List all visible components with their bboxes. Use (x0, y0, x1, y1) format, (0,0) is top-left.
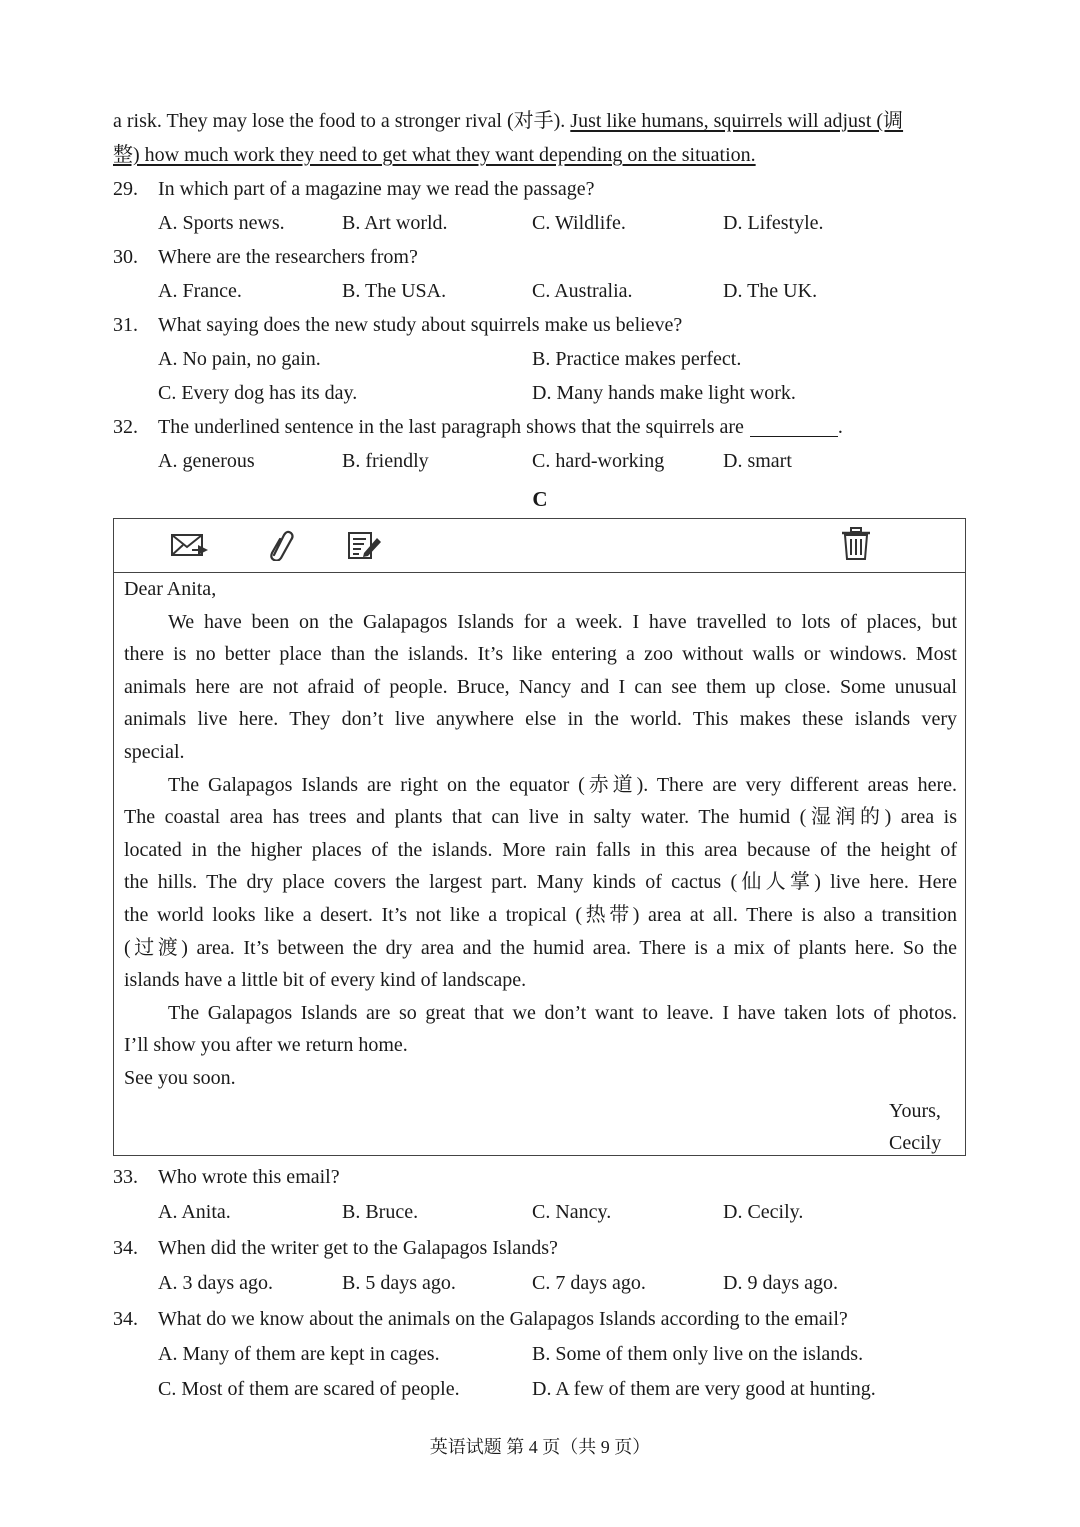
option-a: A. Anita. (158, 1201, 231, 1223)
email-line: The Galapagos Islands are so great that we don’t want to leave. I have taken lots of photos. (168, 1001, 957, 1024)
option-a: A. France. (158, 280, 242, 302)
question-text: What saying does the new study about squirrels make us believe? (158, 314, 683, 336)
option-b: B. Bruce. (342, 1201, 419, 1223)
trash-icon[interactable] (836, 527, 876, 559)
option-c: C. Every dog has its day. (158, 382, 358, 404)
option-c: C. Australia. (532, 280, 633, 302)
question-text: In which part of a magazine may we read the passage? (158, 178, 595, 200)
email-line: animals here are not afraid of people. Bruce, Nancy and I can see them up close. Some unusual (124, 675, 957, 698)
question-number: 34. (113, 1237, 138, 1259)
email-line: the world looks like a desert. It’s not like a tropical (热带) area at all. There is also a transition (124, 903, 957, 926)
email-line: islands have a little bit of every kind of landscape. (124, 969, 527, 992)
option-b: B. Art world. (342, 212, 448, 234)
option-a: A. 3 days ago. (158, 1272, 273, 1294)
question-number: 29. (113, 178, 138, 200)
email-line: See you soon. (124, 1066, 236, 1089)
option-d: D. smart (723, 450, 792, 472)
option-c: C. hard-working (532, 450, 665, 472)
envelope-send-icon[interactable] (170, 529, 210, 561)
email-signature-row (124, 1127, 957, 1160)
question-number: 32. (113, 416, 138, 438)
email-line: special. (124, 740, 185, 763)
option-b: B. Some of them only live on the islands. (532, 1343, 864, 1365)
email-closing: Yours, (889, 1099, 941, 1122)
section-label: C (532, 487, 548, 511)
email-toolbar (114, 519, 965, 573)
option-d: D. The UK. (723, 280, 818, 302)
question-text: What do we know about the animals on the Galapagos Islands according to the email? (158, 1308, 848, 1330)
option-b: B. Practice makes perfect. (532, 348, 742, 370)
email-window (113, 518, 966, 1156)
email-signature: Cecily (889, 1132, 942, 1155)
email-greeting: Dear Anita, (124, 578, 217, 600)
email-closing-row (124, 1095, 957, 1128)
email-line: located in the higher places of the islands. More rain falls in this area because of the height of (124, 838, 957, 861)
email-line: The Galapagos Islands are right on the equator (赤道). There are very different areas here. (168, 773, 957, 796)
email-body (124, 573, 957, 1160)
question-text: When did the writer get to the Galapagos Islands? (158, 1237, 558, 1259)
passage-line-1 (113, 104, 903, 138)
question-text-with-blank (158, 410, 843, 444)
passage-text: a risk. They may lose the food to a stronger rival (对手). (113, 110, 571, 132)
option-a: A. No pain, no gain. (158, 348, 321, 370)
email-line: there is no better place than the islands. It’s like entering a zoo without walls or windows. Most (124, 643, 957, 666)
option-a: A. Many of them are kept in cages. (158, 1343, 440, 1365)
paperclip-icon[interactable] (260, 529, 300, 561)
email-line: the hills. The dry place covers the largest part. Many kinds of cactus (仙人掌) live here. Here (124, 871, 957, 894)
option-d: D. Many hands make light work. (532, 382, 796, 404)
option-d: D. A few of them are very good at hunting. (532, 1378, 876, 1400)
question-number: 30. (113, 246, 138, 268)
option-c: C. Most of them are scared of people. (158, 1378, 460, 1400)
edit-note-icon[interactable] (344, 529, 384, 561)
question-text: Who wrote this email? (158, 1166, 340, 1188)
option-b: B. friendly (342, 450, 429, 472)
question-text: Where are the researchers from? (158, 246, 418, 268)
option-d: D. Lifestyle. (723, 212, 824, 234)
question-number: 31. (113, 314, 138, 336)
page-footer: 英语试题 第 4 页（共 9 页） (429, 1437, 651, 1457)
email-line: animals live here. They don’t live anywhere else in the world. This makes these islands very (124, 708, 957, 731)
option-c: C. 7 days ago. (532, 1272, 646, 1294)
option-b: B. The USA. (342, 280, 447, 302)
option-c: C. Wildlife. (532, 212, 626, 234)
option-a: A. generous (158, 450, 255, 472)
question-text: The underlined sentence in the last paragraph shows that the squirrels are (158, 416, 744, 438)
question-number: 34. (113, 1308, 138, 1330)
question-number: 33. (113, 1166, 138, 1188)
option-a: A. Sports news. (158, 212, 285, 234)
question-tail: . (837, 416, 843, 438)
email-line: The coastal area has trees and plants that can live in salty water. The humid (湿润的) area is (124, 806, 957, 829)
option-c: C. Nancy. (532, 1201, 612, 1223)
underlined-sentence-part1: Just like humans, squirrels will adjust (调 (570, 110, 904, 132)
option-d: D. 9 days ago. (723, 1272, 838, 1294)
email-line: I’ll show you after we return home. (124, 1034, 408, 1057)
option-b: B. 5 days ago. (342, 1272, 456, 1294)
underlined-sentence-part2: 整) how much work they need to get what they want depending on the situation. (113, 144, 756, 166)
answer-blank (750, 414, 838, 437)
email-line: We have been on the Galapagos Islands for a week. I have travelled to lots of places, but (168, 610, 957, 633)
email-line: (过渡) area. It’s between the dry area and the humid area. There is a mix of plants here. So the (124, 936, 957, 959)
option-d: D. Cecily. (723, 1201, 804, 1223)
